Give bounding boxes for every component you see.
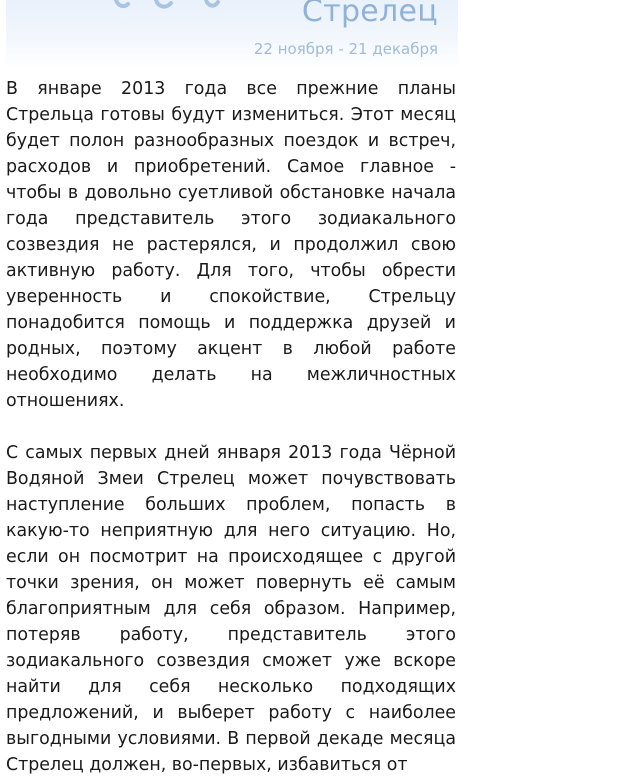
article-paragraph: В январе 2013 года все прежние планы Стрельца готовы будут измениться. Этот месяц будет полон разнообразных поездок и встреч, расходов и приобретений. Самое главное - чтобы в довольно суетливой обстановке начала года представитель этого зодиакального созвездия не растерялся, и продолжил свою активную работу. Для того, чтобы обрести уверенность и спокойствие, Стрельцу понадобится помощь и поддержка друзей и родных, поэтому акцент в любой работе необходимо делать на межличностных отношениях. (6, 79, 456, 411)
article-paragraph: С самых первых дней января 2013 года Чёрной Водяной Змеи Стрелец может почувствовать наступление больших проблем, попасть в какую-то неприятную для него ситуацию. Но, если он посмотрит на происходящее с другой точки зрения, он может повернуть её самым благоприятным для себя образом. Например, потеряв работу, представитель этого зодиакального созвездия сможет уже вскоре найти для себя несколько подходящих предложений, и выберет работу с наиболее выгодными условиями. В первой декаде месяца Стрелец должен, во-первых, избавиться от (6, 443, 456, 775)
zodiac-date-range: 22 ноября - 21 декабря (253, 40, 438, 58)
decorative-swirl-graphic (6, 0, 306, 70)
header-banner (6, 0, 458, 70)
horoscope-article (6, 76, 456, 778)
zodiac-sign-title: Стрелец (301, 0, 438, 29)
